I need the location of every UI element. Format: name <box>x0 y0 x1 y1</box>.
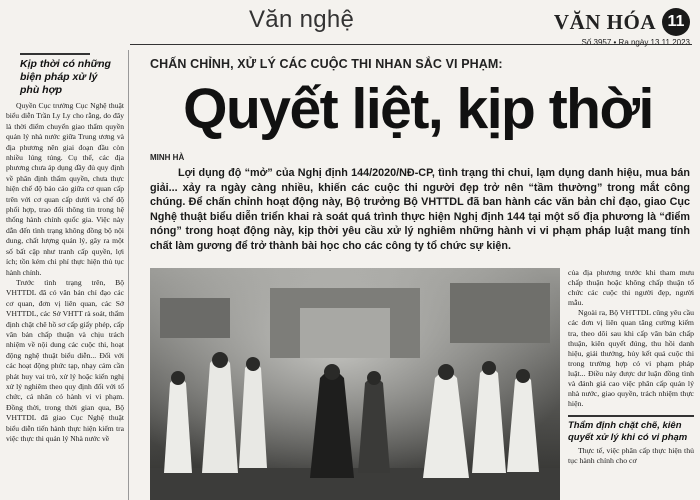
article-byline: MINH HÀ <box>150 153 185 162</box>
sidebar-title: Kịp thời có những biện pháp xử lý phù hợp <box>0 50 128 101</box>
masthead <box>534 6 692 52</box>
right-column-closing <box>568 446 694 466</box>
right-column <box>568 268 694 500</box>
sidebar-paragraph: Quyền Cục trưởng Cục Nghệ thuật biểu diễn Trần Ly Ly cho rằng, do đây là thời điểm chuyển giao thẩm quyền quản lý nhà nước giữa Trung ương và địa phương nên giai đoạn đầu còn nhiều lúng túng. Cụ thể, các địa phương chưa áp dụng đầy đủ quy định về phân định thẩm quyền, chưa thực hiện chế độ báo cáo giữa cơ quan cấp trên với cơ quan cấp dưới và chế độ phối hợp, trao đổi thông tin trong hệ thống hành chính quốc gia. Việc này dẫn đến tình trạng không đồng bộ nội dung, chất lượng quản lý, gây ra một số bất cập như tranh cấp quyền, lợi ích; tồn kém chi phí thực hiện thủ tục hành chính. <box>6 101 124 277</box>
page-number: 11 <box>662 8 690 36</box>
lead-paragraph: Lợi dụng độ “mở” của Nghị định 144/2020/NĐ-CP, tình trạng thi chui, lạm dụng danh hiệu, mua bán giải... xảy ra ngày càng nhiều, khiến các cuộc thi người đẹp trở nên “tầm thường” trong mắt công chúng. Để chấn chỉnh hoạt động này, Bộ trưởng Bộ VHTTDL đã ban hành các văn bản chỉ đạo, giao Cục Nghệ thuật biểu diễn triển khai rà soát quá trình thực hiện Nghị định 144 tại một số địa phương là “điểm nóng” trong hoạt động này, kịp thời yêu cầu xử lý nghiêm những hành vi vi phạm pháp luật mang tính chất làm gương để trở thành bài học cho các công ty tổ chức sự kiện. <box>150 167 690 252</box>
right-paragraph: Ngoài ra, Bộ VHTTDL cũng yêu cầu các đơn vị liên quan tăng cường kiểm tra, theo dõi sau khi cấp văn bản chấp thuận, kiên quyết đúng, thu hồi danh hiệu, giải thưởng, hủy kết quả cuộc thi trong trường hợp có vi phạm pháp luật... Điều này được dư luận đồng tình và đánh giá cao việc phân cấp quản lý nhà nước, giao quyền, trách nhiệm thực hiện. <box>568 308 694 409</box>
sidebar-paragraph: Trước tình trạng trên, Bộ VHTTDL đã có văn bản chỉ đạo các cơ quan, đơn vị liên quan, các Sở VHTTDL, các Sở VHTT rà soát, thẩm định chặt chẽ hồ sơ cấp giấy phép, cấp văn bản chấp thuận và chịu trách nhiệm về nội dung các cuộc thi, hoạt động nghệ thuật biểu diễn... Đối với các hoạt động phức tạp, nhạy cảm cần phát huy vai trò, xử lý hoặc kiến nghị xử lý nghiêm theo quy định đối với tổ chức, cá nhân có hành vi vi phạm. Đồng thời, trong thời gian qua, Bộ VHTTDL đã giao Cục Nghệ thuật biểu diễn tiến hành thực hiện kiểm tra việc thực thi quản lý Nhà nước về <box>6 277 124 443</box>
right-column-body <box>568 268 694 409</box>
publication-name: VĂN HÓA <box>553 10 656 34</box>
issue-info: Số 3957 • Ra ngày 13.11.2023 <box>581 38 690 47</box>
section-title: Văn nghệ <box>249 6 355 33</box>
pageant-photo <box>150 268 560 500</box>
right-paragraph: của địa phương trước khi tham mưu chấp thuận hoặc không chấp thuận tổ chức các cuộc thi người đẹp, người mẫu. <box>568 268 694 308</box>
sidebar-body <box>0 101 128 444</box>
header-rule <box>130 44 692 45</box>
article-kicker: CHẤN CHỈNH, XỬ LÝ CÁC CUỘC THI NHAN SẮC VI PHẠM: <box>150 57 503 71</box>
article-headline: Quyết liệt, kịp thời <box>183 77 653 141</box>
right-paragraph: Thực tế, việc phân cấp thực hiện thủ tục hành chính cho cơ <box>568 446 694 466</box>
sidebar-column <box>0 50 129 500</box>
pageant-photo-image <box>150 268 560 500</box>
right-column-subhead: Thẩm định chặt chẽ, kiên quyết xử lý khi có vi phạm <box>568 415 694 443</box>
article-lead <box>150 166 690 253</box>
